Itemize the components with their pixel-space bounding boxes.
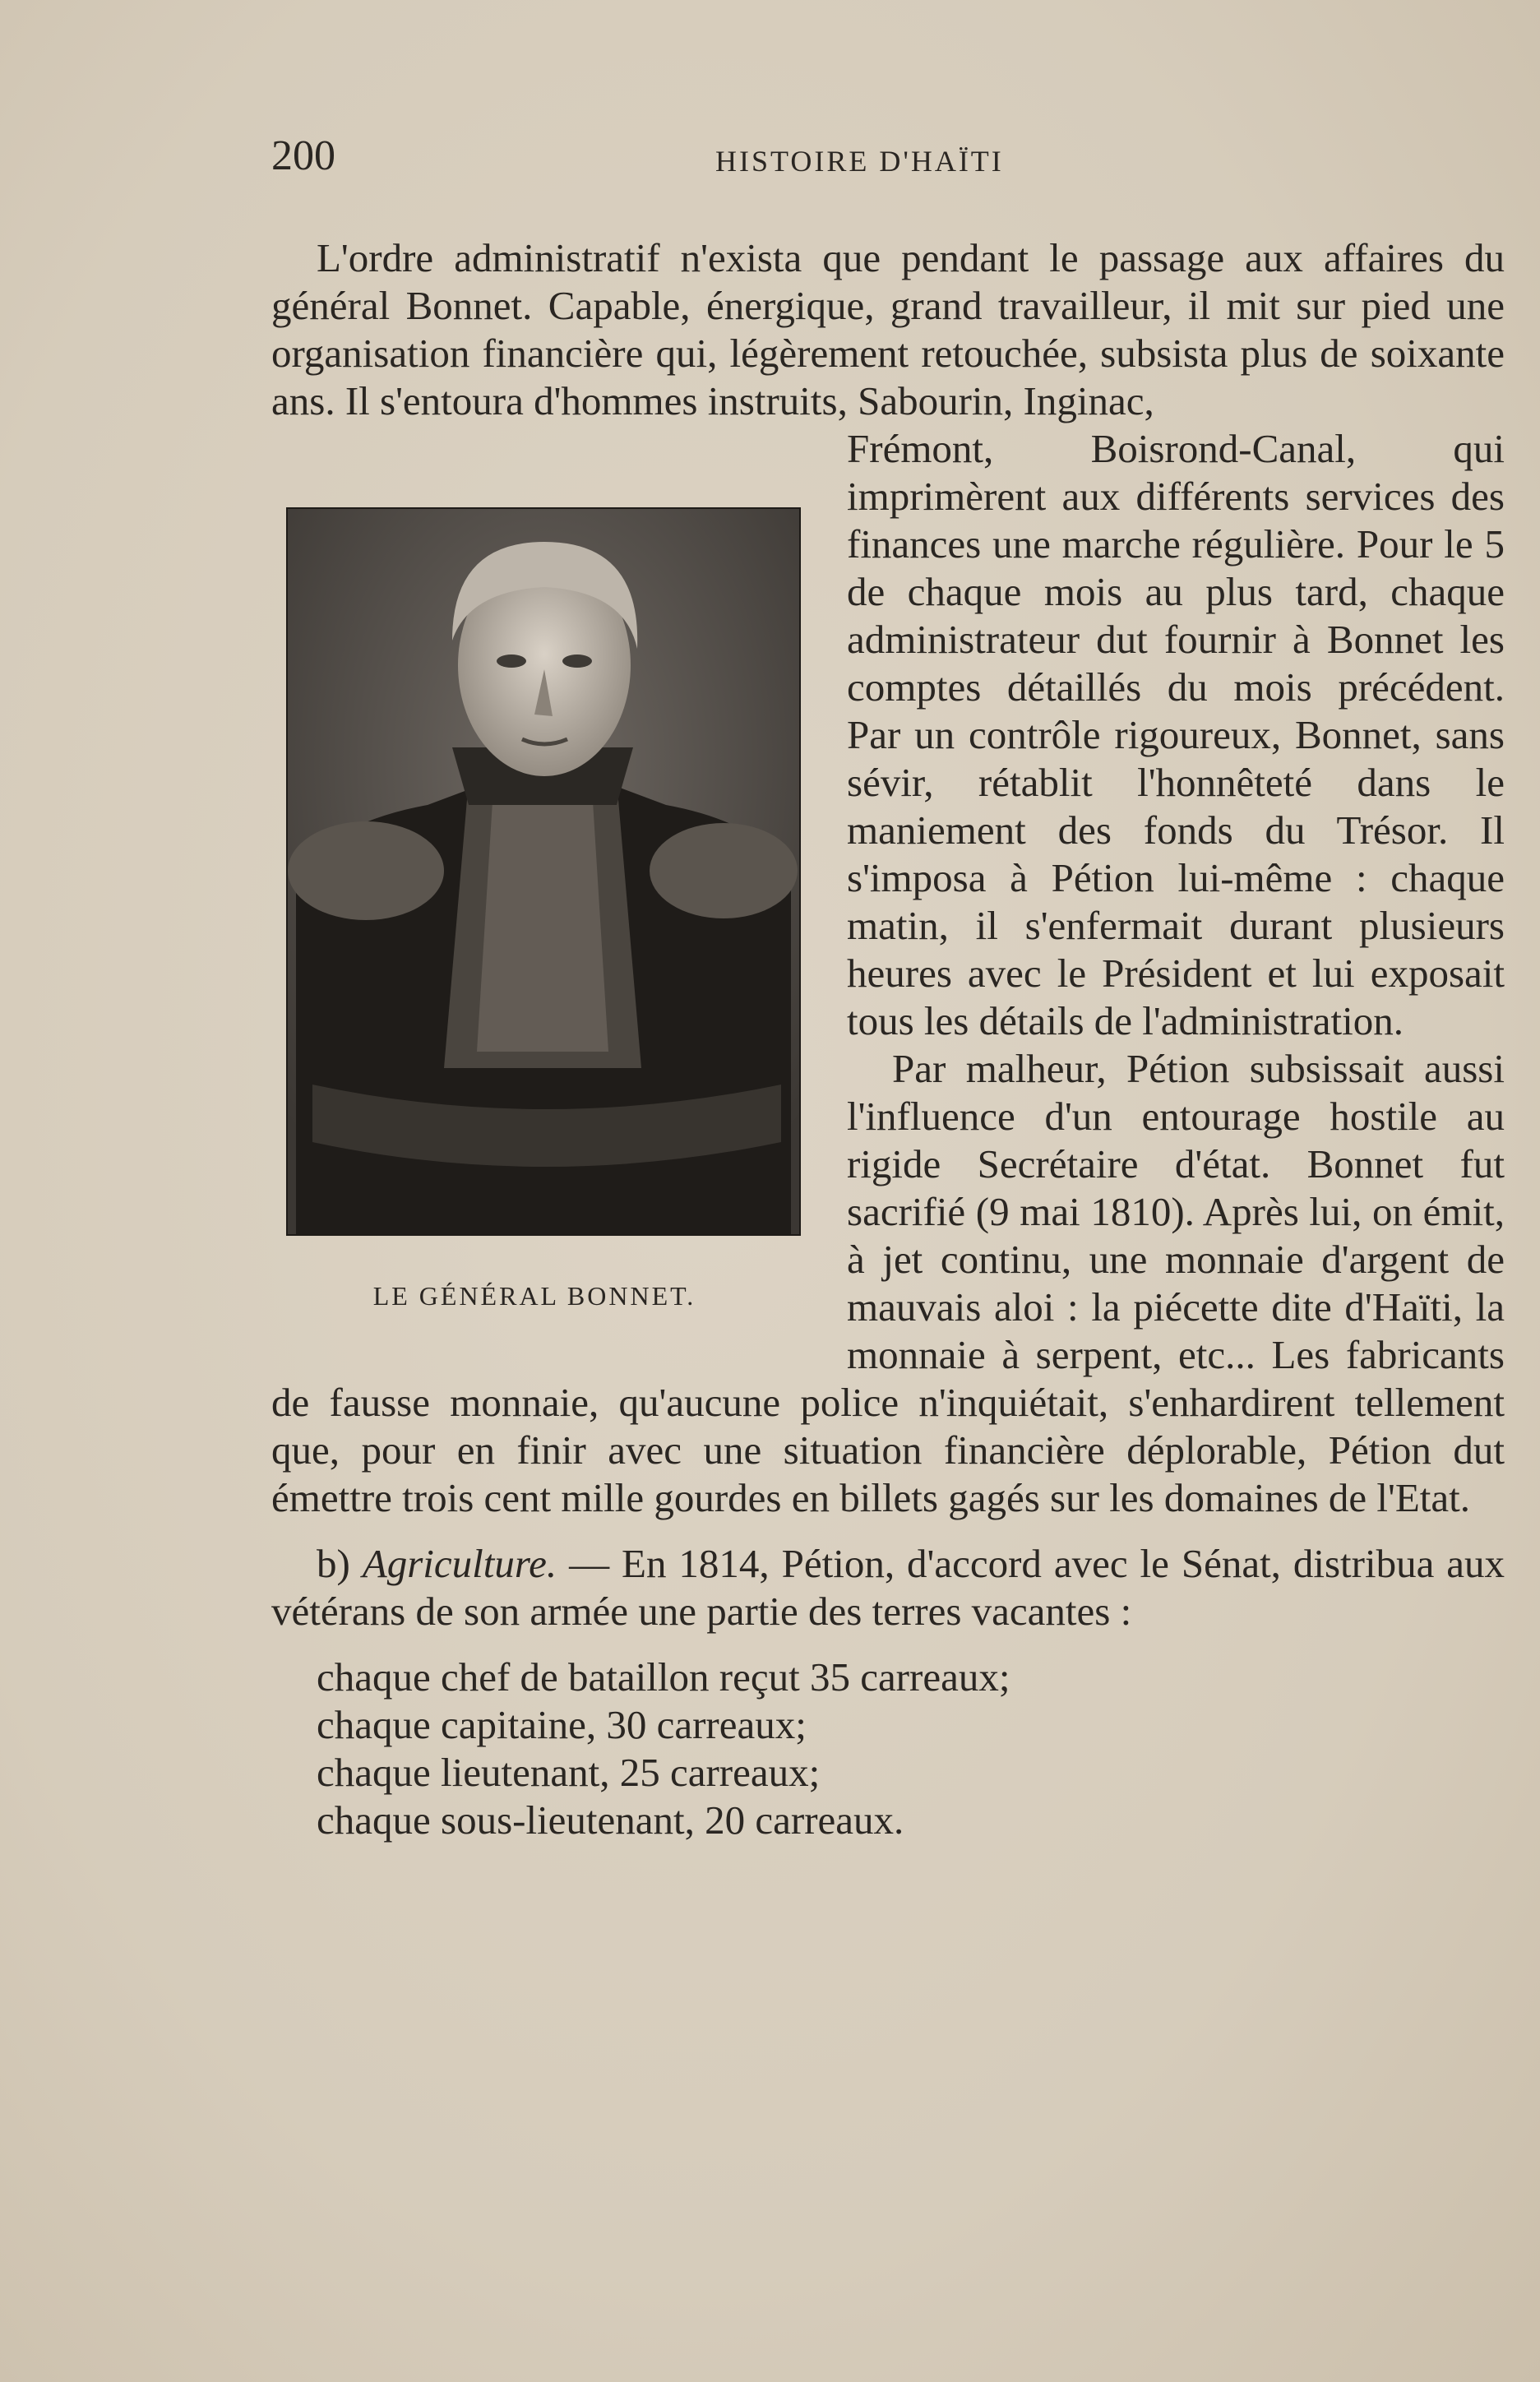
running-head: HISTOIRE D'HAÏTI	[715, 145, 1004, 178]
section-dash: —	[569, 1541, 610, 1586]
paragraph-finances	[271, 234, 1505, 425]
portrait-image-general-bonnet	[286, 507, 801, 1236]
list-item: chaque sous-lieutenant, 20 carreaux.	[317, 1797, 904, 1843]
section-title: Agriculture.	[362, 1541, 557, 1586]
allocation-list	[271, 1654, 1505, 1844]
body-text	[271, 234, 1505, 1844]
portrait-caption: LE GÉNÉRAL BONNET.	[372, 1281, 696, 1311]
list-item: chaque lieutenant, 25 carreaux;	[317, 1750, 821, 1795]
paragraph-currency: Par malheur, Pétion subsissait aussi l'influence d'un entourage hostile au rigide Secrétaire d'état. Bonnet fut sacrifié (9 mai 1810). Après lui, on émit, à jet continu, une monnaie d'argent de mauvais aloi : la piécette dite d'Haïti, la monnaie à serpent, etc... Les fabricants de fausse monnaie, qu'aucune police n'inquiétait, s'enhardirent tellement que, pour en finir avec une situation financière déplorable, Pétion dut émettre trois cent mille gourdes en billets gagés sur les domaines de l'Etat.	[271, 1046, 1505, 1520]
section-text: En 1814, Pétion, d'accord avec le Sénat, distribua aux vétérans de son armée une partie des terres vacantes :	[271, 1541, 1505, 1634]
portrait-figure	[271, 473, 814, 1377]
section-label: b)	[317, 1541, 350, 1586]
portrait-engraving-icon	[288, 509, 799, 1234]
list-item: chaque chef de bataillon reçut 35 carreaux;	[317, 1654, 1010, 1700]
paragraph-finances-rest: Frémont, Boisrond-Canal, qui imprimèrent aux différents services des finances une marche régulière. Pour le 5 de chaque mois au plus tard, chaque administrateur dut fournir à Bonnet les comptes détaillés du mois précédent. Par un contrôle rigoureux, Bonnet, sans sévir, rétablit l'honnêteté dans le maniement des fonds du Trésor. Il s'imposa à Pétion lui-même : chaque matin, il s'enfermait durant plusieurs heures avec le Président et lui exposait tous les détails de l'administration.	[847, 426, 1505, 1043]
paragraph-finances-start: L'ordre administratif n'exista que pendant le passage aux affaires du général Bonnet. Capable, énergique, grand travailleur, il mit sur pied une organisation financière qui, légèrement retouchée, subsista plus de soixante ans. Il s'entoura d'hommes instruits, Sabourin, Inginac,	[271, 235, 1505, 423]
page-header	[271, 132, 1505, 181]
section-agriculture	[271, 1540, 1505, 1635]
list-item: chaque capitaine, 30 carreaux;	[317, 1702, 807, 1747]
page-number: 200	[271, 132, 335, 179]
